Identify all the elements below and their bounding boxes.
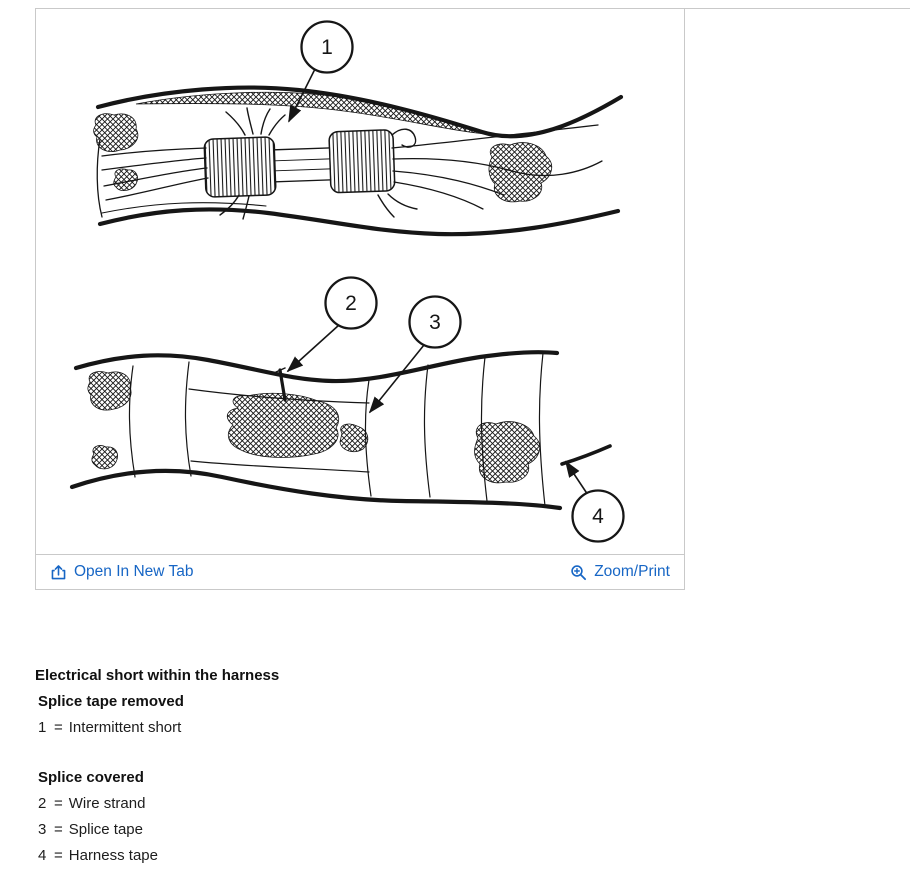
harness-tape-end xyxy=(562,446,610,464)
legend-section-splice-covered xyxy=(38,765,279,869)
legend-section-splice-tape-removed xyxy=(38,689,279,741)
legend-item-eq: = xyxy=(54,719,63,736)
harness-bottom-illustration xyxy=(72,278,624,542)
open-in-new-tab-link[interactable] xyxy=(50,563,193,581)
top-divider-line xyxy=(684,8,910,9)
callout-1 xyxy=(302,22,353,73)
callout-2-label: 2 xyxy=(345,292,357,315)
zoom-print-link[interactable] xyxy=(570,563,670,581)
image-panel-footer xyxy=(36,554,684,589)
harness-top-hatch-patches xyxy=(94,92,552,202)
legend-item-number: 3 xyxy=(38,821,47,838)
callout-3 xyxy=(410,297,461,348)
harness-diagram xyxy=(36,9,684,554)
legend-item-number: 2 xyxy=(38,795,47,812)
legend-item xyxy=(38,715,279,741)
legend xyxy=(35,663,279,869)
legend-title: Electrical short within the harness xyxy=(35,667,280,684)
open-in-new-tab-icon xyxy=(50,564,67,581)
callout-3-label: 3 xyxy=(429,311,441,334)
legend-item-label: Wire strand xyxy=(68,795,146,812)
image-panel xyxy=(35,8,685,590)
open-in-new-tab-label: Open In New Tab xyxy=(74,563,194,580)
legend-item xyxy=(38,791,279,817)
callout-4 xyxy=(573,491,624,542)
legend-item-eq: = xyxy=(54,847,63,864)
harness-bottom-hatch-patches xyxy=(88,372,540,483)
zoom-plus-icon xyxy=(570,564,587,581)
legend-item-label: Intermittent short xyxy=(68,719,182,736)
callout-1-label: 1 xyxy=(321,36,333,59)
callout-2-arrow xyxy=(288,325,339,371)
callout-2 xyxy=(326,278,377,329)
callout-4-label: 4 xyxy=(592,505,604,528)
legend-item-label: Harness tape xyxy=(68,847,158,864)
legend-item-eq: = xyxy=(54,795,63,812)
callout-4-arrow xyxy=(566,462,588,495)
legend-item-label: Splice tape xyxy=(68,821,143,838)
zoom-print-label: Zoom/Print xyxy=(594,563,670,580)
legend-item-number: 4 xyxy=(38,847,47,864)
legend-item xyxy=(38,843,279,869)
legend-item xyxy=(38,817,279,843)
harness-top-illustration xyxy=(94,22,622,235)
legend-item-number: 1 xyxy=(38,719,47,736)
legend-section-heading: Splice covered xyxy=(38,769,144,786)
legend-section-heading: Splice tape removed xyxy=(38,693,184,710)
splice-assembly xyxy=(204,130,395,198)
legend-item-eq: = xyxy=(54,821,63,838)
harness-diagram-svg xyxy=(36,9,684,554)
